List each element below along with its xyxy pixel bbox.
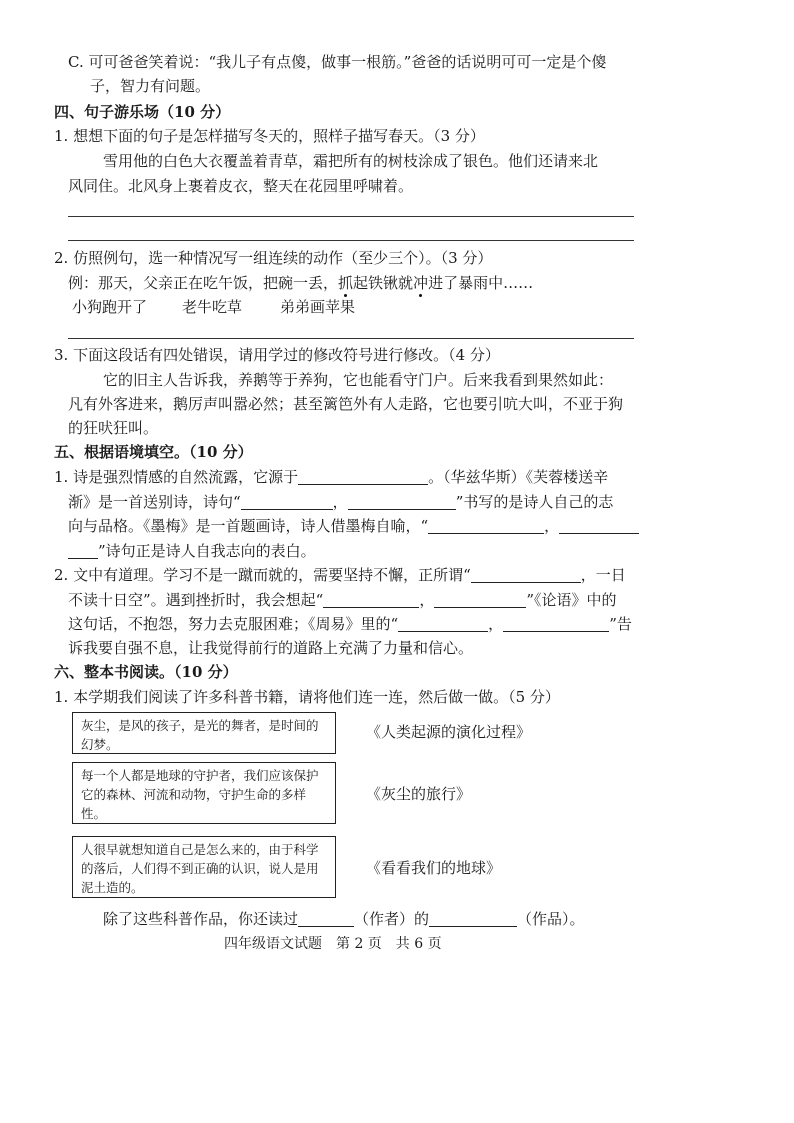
- book-title-2[interactable]: 《灰尘的旅行》: [366, 785, 472, 803]
- fill-blank[interactable]: [434, 592, 526, 608]
- s4-q2-example: [68, 273, 533, 293]
- section-4-title: 四、句子游乐场（10 分）: [54, 103, 231, 121]
- page-footer: 四年级语文试题 第 2 页 共 6 页: [224, 936, 442, 952]
- text: 不读十日空”。遇到挫折时，我会想起“: [68, 591, 324, 609]
- text: 渐》是一首送别诗，诗句“: [68, 493, 241, 511]
- text: 这句话，不抱怨，努力去克服困难；《周易》里的“: [68, 615, 399, 633]
- section-5-title: 五、根据语境填空。（10 分）: [54, 443, 253, 461]
- s4-q3-text-line1: 它的旧主人告诉我，养鹅等于养狗，它也能看守门户。后来我看到果然如此：: [103, 371, 614, 389]
- fill-blank[interactable]: [398, 616, 488, 632]
- text: ”告: [609, 615, 632, 633]
- s4-q2-option-3: 弟弟画苹果: [280, 298, 356, 316]
- example-text: 例：那天，父亲正在吃午饭，把碗一丢，: [68, 274, 339, 292]
- emphasis-char: 抓: [338, 274, 354, 292]
- s4-q2-option-2: 老牛吃草: [182, 298, 243, 316]
- text: 1. 诗是强烈情感的自然流露，它源于: [54, 468, 299, 486]
- s5-q1-line2: [68, 492, 613, 512]
- s4-q2-option-1: 小狗跑开了: [72, 298, 148, 316]
- text: ，: [419, 591, 435, 609]
- text: 向与品格。《墨梅》是一首题画诗，诗人借墨梅自喻，“: [68, 517, 429, 535]
- text: ”《论语》中的: [526, 591, 617, 609]
- fill-blank[interactable]: [241, 494, 333, 510]
- s5-q1-line1: [54, 467, 608, 487]
- fill-blank[interactable]: [348, 494, 456, 510]
- text: 。（华兹华斯）《芙蓉楼送辛: [428, 468, 609, 486]
- example-text: 起铁锹就: [353, 274, 414, 292]
- text: ”诗句正是诗人自我志向的表白。: [98, 542, 316, 560]
- s5-q1-line4: [68, 541, 316, 561]
- answer-line[interactable]: [68, 240, 634, 241]
- fill-blank[interactable]: [559, 518, 639, 534]
- quote-box-1[interactable]: 灰尘，是风的孩子，是光的舞者，是时间的幻梦。: [72, 712, 336, 754]
- quote-box-3[interactable]: 人很早就想知道自己是怎么来的，由于科学的落后，人们得不到正确的认识，说人是用泥土造的。: [72, 836, 336, 898]
- s4-q3-text-line3: 的狂吠狂叫。: [68, 419, 159, 437]
- text: ，一日: [580, 566, 626, 584]
- fill-blank[interactable]: [68, 543, 98, 559]
- s5-q1-line3: [68, 516, 639, 536]
- s5-q2-line2: [68, 590, 617, 610]
- author-blank[interactable]: [298, 911, 354, 927]
- text: 2. 文中有道理。学习不是一蹴而就的，需要坚持不懈，正所谓“: [54, 566, 471, 584]
- fill-blank[interactable]: [323, 592, 419, 608]
- option-c-line1: C. 可可爸爸笑着说：“我儿子有点傻，做事一根筋。”爸爸的话说明可可一定是个傻: [68, 53, 607, 71]
- fill-blank[interactable]: [428, 518, 544, 534]
- work-blank[interactable]: [429, 911, 517, 927]
- example-text: 进了暴雨中……: [428, 274, 534, 292]
- text: ，: [544, 517, 560, 535]
- s5-q2-line3: [68, 614, 632, 634]
- text: ”书写的是诗人自己的志: [455, 493, 614, 511]
- s4-q2-prompt: 2. 仿照例句，选一种情况写一组连续的动作（至少三个）。（3 分）: [54, 249, 493, 267]
- book-title-3[interactable]: 《看看我们的地球》: [366, 859, 502, 877]
- text: （作品）。: [517, 910, 585, 928]
- s4-q1-text-line1: 雪用他的白色大衣覆盖着青草，霜把所有的树枝涂成了银色。他们还请来北: [103, 152, 599, 170]
- s4-q3-prompt: 3. 下面这段话有四处错误，请用学过的修改符号进行修改。（4 分）: [54, 346, 500, 364]
- text: ，: [332, 493, 348, 511]
- section-6-title: 六、整本书阅读。（10 分）: [54, 663, 238, 681]
- s4-q1-text-line2: 风同住。北风身上裹着皮衣，整天在花园里呼啸着。: [68, 177, 414, 195]
- fill-blank[interactable]: [471, 567, 581, 583]
- answer-line[interactable]: [68, 216, 634, 217]
- book-title-1[interactable]: 《人类起源的演化过程》: [366, 723, 532, 741]
- s5-q2-line4: 诉我要自强不息，让我觉得前行的道路上充满了力量和信心。: [68, 639, 474, 657]
- text: 除了这些科普作品，你还读过: [103, 910, 299, 928]
- emphasis-char: 冲: [413, 274, 429, 292]
- answer-line[interactable]: [68, 338, 634, 339]
- s4-q3-text-line2: 凡有外客进来，鹅厉声叫嚣必然；甚至篱笆外有人走路，它也要引吭大叫，不亚于狗: [68, 395, 624, 413]
- fill-blank[interactable]: [503, 616, 609, 632]
- option-c-line2: 子，智力有问题。: [90, 77, 211, 95]
- fill-blank[interactable]: [298, 469, 428, 485]
- s4-q1-prompt: 1. 想想下面的句子是怎样描写冬天的，照样子描写春天。（3 分）: [54, 127, 485, 145]
- s6-q1-prompt: 1. 本学期我们阅读了许多科普书籍，请将他们连一连，然后做一做。（5 分）: [54, 688, 560, 706]
- text: ，: [488, 615, 504, 633]
- s5-q2-line1: [54, 565, 626, 585]
- quote-box-2[interactable]: 每一个人都是地球的守护者，我们应该保护它的森林、河流和动物，守护生命的多样性。: [72, 762, 336, 824]
- s6-q1-fill: [103, 909, 585, 929]
- text: （作者）的: [354, 910, 430, 928]
